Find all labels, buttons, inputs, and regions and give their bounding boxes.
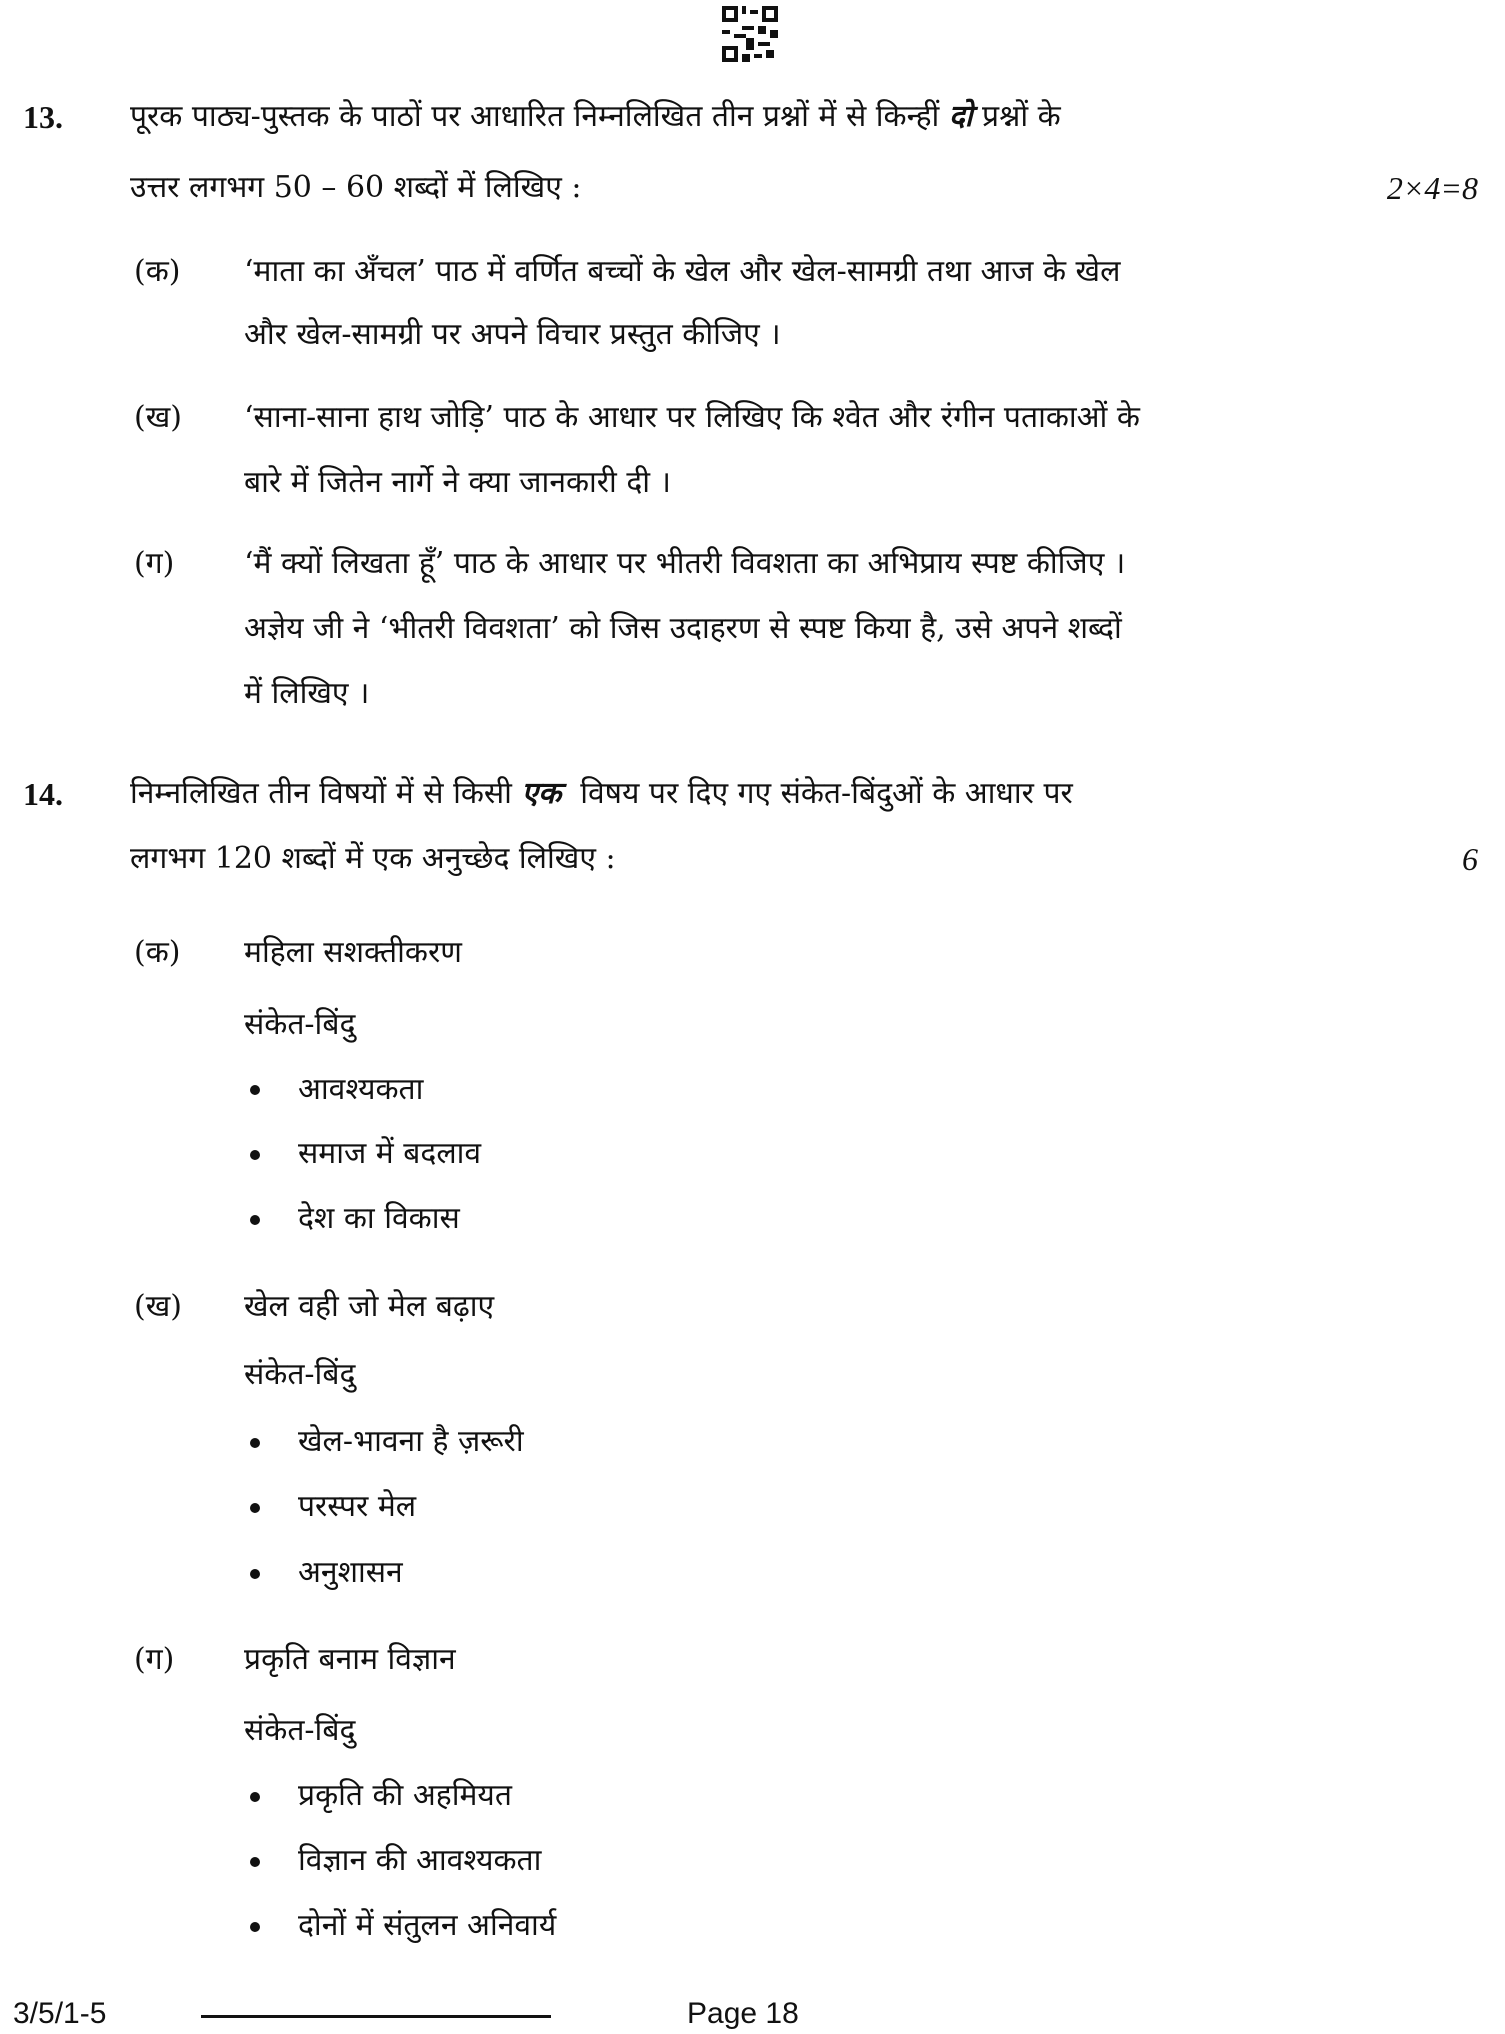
paper-code: 3/5/1-5 — [13, 1997, 107, 2030]
q13-part-label: (क) — [134, 254, 181, 289]
q14-point: विज्ञान की आवश्यकता — [298, 1843, 542, 1878]
q14-hint-label: संकेत-बिंदु — [244, 1007, 356, 1042]
q13-part-text: ‘माता का अँचल’ पाठ में वर्णित बच्चों के खेल और खेल-सामग्री तथा आज के खेल — [244, 254, 1121, 289]
bullet-icon — [250, 1085, 260, 1095]
question-13-marks: 2×4=8 — [1386, 170, 1478, 206]
q13-part-text: बारे में जितेन नार्गे ने क्या जानकारी दी । — [244, 465, 671, 500]
q14-point: प्रकृति की अहमियत — [298, 1778, 512, 1813]
bullet-icon — [250, 1857, 260, 1867]
q14-part-label: (क) — [134, 935, 181, 970]
q13-part-text: ‘मैं क्यों लिखता हूँ’ पाठ के आधार पर भीतरी विवशता का अभिप्राय स्पष्ट कीजिए । — [244, 546, 1126, 581]
q14-topic-title: महिला सशक्तीकरण — [244, 935, 462, 970]
emphasis: एक — [521, 776, 562, 811]
q14-point: खेल-भावना है ज़रूरी — [298, 1424, 524, 1459]
q14-point: परस्पर मेल — [298, 1489, 417, 1524]
q14-point: आवश्यकता — [298, 1072, 424, 1107]
q14-hint-label: संकेत-बिंदु — [244, 1357, 356, 1392]
q14-point: देश का विकास — [298, 1201, 460, 1236]
question-13-line-1 — [130, 95, 1061, 139]
q14-point: समाज में बदलाव — [298, 1136, 482, 1171]
page-number: Page 18 — [687, 1997, 799, 2030]
bullet-icon — [250, 1438, 260, 1448]
text: प्रश्नों के — [972, 99, 1061, 134]
bullet-icon — [250, 1150, 260, 1160]
q14-hint-label: संकेत-बिंदु — [244, 1713, 356, 1748]
text: पूरक पाठ्य-पुस्तक के पाठों पर आधारित निम्नलिखित तीन प्रश्नों में से किन्हीं — [130, 99, 949, 134]
q13-part-text: अज्ञेय जी ने ‘भीतरी विवशता’ को जिस उदाहरण से स्पष्ट किया है, उसे अपने शब्दों — [244, 611, 1122, 646]
bullet-icon — [250, 1215, 260, 1225]
bullet-icon — [250, 1792, 260, 1802]
emphasis: दो — [948, 99, 973, 134]
bullet-icon — [250, 1503, 260, 1513]
bullet-icon — [250, 1922, 260, 1932]
question-13-line-2: उत्तर लगभग 50 – 60 शब्दों में लिखिए : — [130, 170, 582, 205]
text: निम्नलिखित तीन विषयों में से किसी — [130, 776, 522, 811]
q14-point: अनुशासन — [298, 1555, 403, 1590]
q14-point: दोनों में संतुलन अनिवार्य — [298, 1908, 557, 1943]
q14-part-label: (ख) — [134, 1289, 182, 1324]
qr-code — [722, 6, 778, 62]
bullet-icon — [250, 1569, 260, 1579]
question-13-number: 13. — [23, 99, 63, 135]
q13-part-label: (ग) — [134, 546, 175, 581]
question-14-number: 14. — [23, 776, 63, 812]
q13-part-text: और खेल-सामग्री पर अपने विचार प्रस्तुत कीजिए । — [244, 317, 781, 352]
q14-topic-title: खेल वही जो मेल बढ़ाए — [244, 1289, 495, 1324]
question-14-marks: 6 — [1462, 841, 1478, 877]
q13-part-label: (ख) — [134, 400, 182, 435]
question-14-line-1 — [130, 772, 1073, 816]
q14-topic-title: प्रकृति बनाम विज्ञान — [244, 1642, 456, 1677]
text: विषय पर दिए गए संकेत-बिंदुओं के आधार पर — [561, 776, 1073, 811]
question-14-line-2: लगभग 120 शब्दों में एक अनुच्छेद लिखिए : — [130, 841, 616, 876]
q14-part-label: (ग) — [134, 1642, 175, 1677]
q13-part-text: ‘साना-साना हाथ जोड़ि’ पाठ के आधार पर लिखिए कि श्वेत और रंगीन पताकाओं के — [244, 400, 1140, 435]
footer-divider — [201, 2015, 551, 2018]
q13-part-text: में लिखिए । — [244, 676, 370, 711]
